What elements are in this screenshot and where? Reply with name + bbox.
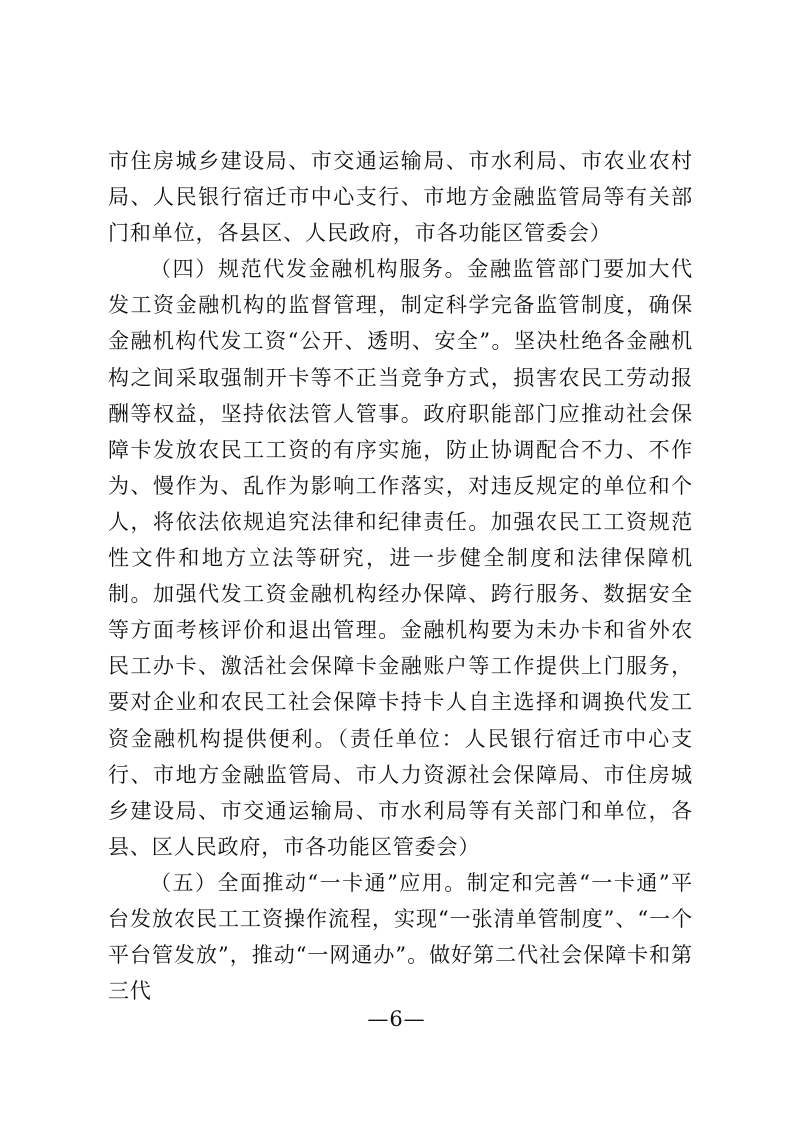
paragraph-section-five: （五）全面推动“一卡通”应用。制定和完善“一卡通”平台发放农民工工资操作流程，实现“一张清单管制度”、“一个平台管发放”，推动“一网通办”。做好第二代社会保障卡和第三代: [108, 870, 693, 1004]
paragraph-section-four: （四）规范代发金融机构服务。金融监管部门要加大代发工资金融机构的监督管理，制定科学完备监管制度，确保金融机构代发工资“公开、透明、安全”。坚决杜绝各金融机构之间采取强制开卡等不正当竞争方式，损害农民工劳动报酬等权益，坚持依法管人管事。政府职能部门应推动社会保障卡发放农民工工资的有序实施，防止协调配合不力、不作为、慢作为、乱作为影响工作落实，对违反规定的单位和个人，将依法依规追究法律和纪律责任。加强农民工工资规范性文件和地方立法等研究，进一步健全制度和法律保障机制。加强代发工资金融机构经办保障、跨行服务、数据安全等方面考核评价和退出管理。金融机构要为未办卡和省外农民工办卡、激活社会保障卡金融账户等工作提供上门服务，要对企业和农民工社会保障卡持卡人自主选择和调换代发工资金融机构提供便利。（责任单位：人民银行宿迁市中心支行、市地方金融监管局、市人力资源社会保障局、市住房城乡建设局、市交通运输局、市水利局等有关部门和单位，各县、区人民政府，市各功能区管委会）: [108, 257, 693, 859]
paragraph-continuation: 市住房城乡建设局、市交通运输局、市水利局、市农业农村局、人民银行宿迁市中心支行、市地方金融监管局等有关部门和单位，各县区、人民政府，市各功能区管委会）: [108, 149, 693, 246]
page-number: —6—: [367, 1007, 426, 1031]
document-body: [108, 143, 693, 1009]
